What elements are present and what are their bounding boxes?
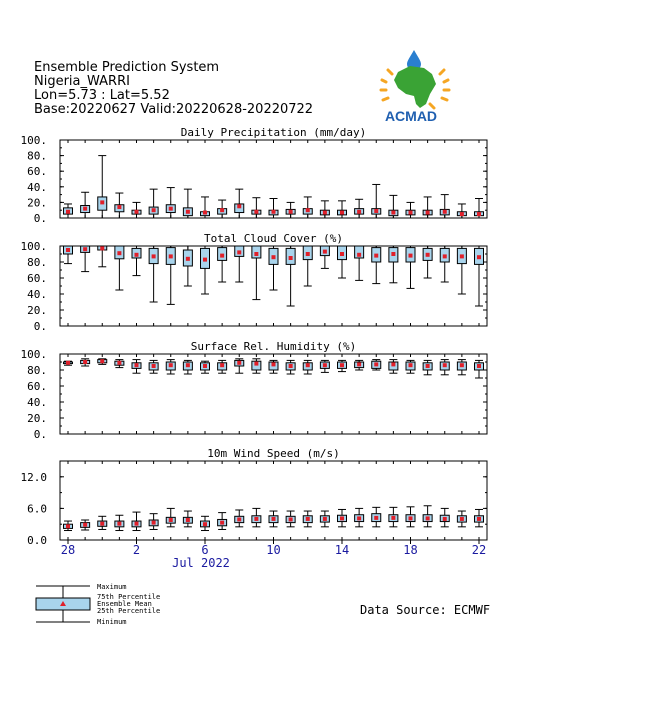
y-tick-label: 20. [27, 196, 47, 210]
legend-label-p25: 25th Percentile [97, 607, 161, 615]
mean-marker [117, 522, 121, 526]
box-day-14 [286, 511, 295, 527]
box-day-21 [406, 360, 415, 373]
box-day-14 [286, 202, 295, 218]
mean-marker [323, 250, 327, 254]
mean-marker [66, 210, 70, 214]
mean-marker [186, 257, 190, 261]
box-day-11 [235, 246, 244, 282]
box-day-25 [475, 509, 484, 526]
x-tick-label: 22 [471, 543, 487, 557]
mean-marker [426, 253, 430, 257]
mean-marker [289, 256, 293, 260]
box-day-24 [457, 246, 466, 294]
box-day-4 [115, 515, 124, 530]
box-day-11 [235, 510, 244, 527]
mean-marker [357, 253, 361, 257]
mean-marker [83, 523, 87, 527]
mean-marker [100, 200, 104, 204]
box-day-12 [252, 359, 261, 373]
y-tick-label: 60. [27, 165, 47, 179]
box-day-18 [355, 508, 364, 526]
box-day-3 [98, 156, 107, 218]
box-day-6 [149, 189, 158, 218]
mean-marker [357, 516, 361, 520]
legend-label-maximum: Maximum [97, 583, 127, 591]
acmad-logo [381, 50, 449, 124]
mean-marker [117, 361, 121, 365]
mean-marker [203, 258, 207, 262]
mean-marker [220, 254, 224, 258]
mean-marker [152, 521, 156, 525]
box-day-21 [406, 507, 415, 527]
box-day-23 [440, 246, 449, 282]
box-day-20 [389, 195, 398, 218]
box-day-18 [355, 360, 364, 370]
y-tick-label: 0. [33, 320, 47, 333]
mean-marker [460, 517, 464, 521]
logo-africa-shape [394, 66, 436, 108]
mean-marker [237, 361, 241, 365]
mean-marker [272, 517, 276, 521]
box-day-18 [355, 199, 364, 218]
y-tick-label: 100. [20, 134, 47, 147]
mean-marker [66, 361, 70, 365]
box-day-25 [475, 246, 484, 306]
box-day-25 [475, 360, 484, 378]
box-day-20 [389, 360, 398, 374]
box-day-24 [457, 511, 466, 527]
logo-text: ACMAD [384, 108, 438, 124]
mean-marker [477, 212, 481, 216]
x-tick-label: 2 [132, 543, 141, 557]
y-tick-label: 0.0 [27, 534, 47, 547]
box-day-10 [218, 200, 227, 218]
box-day-7 [166, 188, 175, 218]
mean-marker [460, 254, 464, 258]
box-day-13 [269, 360, 278, 373]
mean-marker [66, 248, 70, 252]
x-tick-label: 14 [334, 543, 350, 557]
x-tick-label: 6 [201, 543, 209, 557]
box-day-16 [320, 246, 329, 268]
box-day-1 [64, 361, 73, 365]
box-day-6 [149, 360, 158, 373]
box-day-19 [372, 246, 381, 284]
mean-marker [357, 362, 361, 366]
header-coordinates: Lon=5.73 : Lat=5.52 [34, 88, 170, 103]
box-day-21 [406, 246, 415, 288]
mean-marker [289, 517, 293, 521]
box-day-20 [389, 507, 398, 526]
box-day-17 [338, 360, 347, 371]
mean-marker [426, 364, 430, 368]
mean-marker [409, 363, 413, 367]
mean-marker [169, 518, 173, 522]
box-day-2 [81, 246, 90, 272]
mean-marker [100, 522, 104, 526]
mean-marker [323, 211, 327, 215]
mean-marker [323, 517, 327, 521]
box-day-9 [201, 197, 210, 218]
mean-marker [117, 251, 121, 255]
mean-marker [426, 211, 430, 215]
mean-marker [443, 363, 447, 367]
mean-marker [477, 517, 481, 521]
legend-label-minimum: Minimum [97, 618, 127, 626]
mean-marker [169, 363, 173, 367]
mean-marker [443, 210, 447, 214]
box-day-6 [149, 246, 158, 302]
box-day-12 [252, 246, 261, 300]
y-tick-label: 20. [27, 412, 47, 425]
legend [36, 583, 160, 626]
mean-marker [460, 212, 464, 216]
box-day-8 [183, 189, 192, 218]
header-base-valid: Base:20220627 Valid:20220628-20220722 [34, 102, 314, 117]
y-tick-label: 80. [27, 256, 47, 269]
panel-frame [60, 461, 487, 540]
mean-marker [272, 255, 276, 259]
mean-marker [374, 362, 378, 366]
mean-marker [272, 210, 276, 214]
mean-marker [323, 363, 327, 367]
mean-marker [237, 517, 241, 521]
box-day-9 [201, 361, 210, 373]
mean-marker [237, 250, 241, 254]
box-day-2 [81, 192, 90, 218]
box-day-9 [201, 246, 210, 294]
mean-marker [409, 254, 413, 258]
box-day-22 [423, 506, 432, 527]
mean-marker [443, 254, 447, 258]
box-day-8 [183, 360, 192, 374]
box-day-19 [372, 507, 381, 526]
panel-title: 10m Wind Speed (m/s) [207, 447, 340, 460]
mean-marker [254, 210, 258, 214]
box-day-24 [457, 360, 466, 375]
box-day-1 [64, 204, 73, 218]
mean-marker [477, 364, 481, 368]
mean-marker [186, 518, 190, 522]
x-tick-label: 28 [60, 543, 76, 557]
mean-marker [477, 255, 481, 259]
box-day-3 [98, 516, 107, 529]
header-location: Nigeria_WARRI [34, 74, 130, 89]
mean-marker [409, 211, 413, 215]
mean-marker [254, 517, 258, 521]
y-tick-label: 20. [27, 304, 47, 317]
box-day-5 [132, 360, 141, 374]
box-day-22 [423, 360, 432, 374]
box-day-2 [81, 520, 90, 530]
box-day-21 [406, 202, 415, 218]
box-day-10 [218, 360, 227, 373]
mean-marker [374, 254, 378, 258]
mean-marker [426, 516, 430, 520]
mean-marker [460, 363, 464, 367]
mean-marker [391, 252, 395, 256]
mean-marker [66, 524, 70, 528]
mean-marker [443, 517, 447, 521]
mean-marker [306, 517, 310, 521]
mean-marker [340, 252, 344, 256]
mean-marker [220, 521, 224, 525]
mean-marker [220, 363, 224, 367]
box-day-17 [338, 201, 347, 218]
box-day-14 [286, 360, 295, 374]
y-tick-label: 40. [27, 180, 47, 194]
mean-marker [237, 204, 241, 208]
legend-label-mean: Ensemble Mean [97, 600, 152, 608]
x-month-label: Jul 2022 [172, 556, 230, 570]
header-title: Ensemble Prediction System [34, 60, 220, 75]
box-day-4 [115, 246, 124, 290]
y-tick-label: 100. [20, 348, 47, 361]
mean-marker [306, 208, 310, 212]
box-day-10 [218, 246, 227, 282]
box-day-7 [166, 508, 175, 526]
x-axis-labels [61, 540, 486, 570]
box-day-19 [372, 184, 381, 218]
mean-marker [272, 362, 276, 366]
mean-marker [135, 522, 139, 526]
box-day-5 [132, 512, 141, 530]
box-day-2 [81, 359, 90, 366]
box-day-23 [440, 360, 449, 375]
y-tick-label: 12.0 [20, 470, 47, 484]
box-day-17 [338, 246, 347, 278]
mean-marker [340, 211, 344, 215]
box-day-15 [303, 197, 312, 218]
mean-marker [83, 360, 87, 364]
y-tick-label: 60. [27, 272, 47, 285]
mean-marker [152, 364, 156, 368]
mean-marker [391, 516, 395, 520]
mean-marker [374, 516, 378, 520]
y-tick-label: 100. [20, 240, 47, 253]
box-day-16 [320, 511, 329, 527]
y-tick-label: 40. [27, 288, 47, 301]
mean-marker [340, 516, 344, 520]
box-day-25 [475, 199, 484, 219]
y-tick-label: 80. [27, 364, 47, 377]
box-day-3 [98, 246, 107, 267]
y-tick-label: 80. [27, 149, 47, 163]
mean-marker [203, 522, 207, 526]
mean-marker [83, 247, 87, 251]
mean-marker [391, 211, 395, 215]
box-day-5 [132, 246, 141, 276]
mean-marker [169, 207, 173, 211]
y-tick-label: 6.0 [27, 502, 47, 516]
box-day-9 [201, 516, 210, 530]
mean-marker [186, 210, 190, 214]
box-day-7 [166, 360, 175, 374]
y-tick-label: 60. [27, 380, 47, 393]
mean-marker [306, 252, 310, 256]
mean-marker [391, 362, 395, 366]
y-tick-label: 40. [27, 396, 47, 409]
box-day-15 [303, 246, 312, 286]
data-source-label: Data Source: ECMWF [360, 603, 491, 617]
box-day-11 [235, 359, 244, 373]
box-day-16 [320, 201, 329, 218]
panel-1 [21, 126, 488, 225]
panel-2 [21, 232, 488, 333]
y-tick-label: 0. [33, 212, 47, 225]
box-day-12 [252, 508, 261, 526]
y-tick-label: 0. [33, 428, 47, 441]
mean-marker [83, 207, 87, 211]
mean-marker [169, 254, 173, 258]
mean-marker [100, 246, 104, 250]
box-day-11 [235, 189, 244, 218]
box-day-5 [132, 202, 141, 218]
legend-label-p75: 75th Percentile [97, 593, 161, 601]
box-day-18 [355, 246, 364, 280]
box-day-4 [115, 360, 124, 368]
box-day-7 [166, 246, 175, 304]
mean-marker [135, 253, 139, 257]
mean-marker [152, 254, 156, 258]
mean-marker [306, 363, 310, 367]
box-day-15 [303, 511, 312, 527]
mean-marker [203, 211, 207, 215]
mean-marker [254, 362, 258, 366]
box-day-23 [440, 195, 449, 218]
mean-marker [254, 252, 258, 256]
box-day-8 [183, 246, 192, 286]
box-day-20 [389, 246, 398, 283]
mean-marker [135, 363, 139, 367]
mean-marker [409, 516, 413, 520]
box-day-19 [372, 360, 381, 370]
x-tick-label: 10 [266, 543, 281, 557]
box-day-17 [338, 509, 347, 526]
mean-marker [100, 359, 104, 363]
box-day-13 [269, 246, 278, 290]
panel-title: Daily Precipitation (mm/day) [180, 126, 367, 139]
box-day-22 [423, 197, 432, 218]
x-tick-label: 18 [403, 543, 418, 557]
mean-marker [357, 210, 361, 214]
mean-marker [374, 209, 378, 213]
box-day-13 [269, 511, 278, 527]
box-day-22 [423, 246, 432, 278]
box-day-16 [320, 360, 329, 372]
mean-marker [186, 363, 190, 367]
mean-marker [289, 210, 293, 214]
box-day-24 [457, 204, 466, 218]
mean-marker [220, 208, 224, 212]
box-day-8 [183, 511, 192, 527]
box-day-23 [440, 508, 449, 526]
mean-marker [117, 205, 121, 209]
mean-marker [135, 210, 139, 214]
box-day-13 [269, 199, 278, 219]
box-day-15 [303, 360, 312, 374]
box-day-10 [218, 513, 227, 530]
box-day-4 [115, 193, 124, 218]
box-day-6 [149, 514, 158, 530]
panel-4 [21, 447, 488, 547]
box-day-14 [286, 246, 295, 306]
panel-3 [21, 340, 488, 441]
mean-marker [340, 363, 344, 367]
box-day-1 [64, 521, 73, 530]
mean-marker [152, 208, 156, 212]
panel-title: Surface Rel. Humidity (%) [190, 340, 357, 353]
box-day-3 [98, 359, 107, 365]
box-day-12 [252, 198, 261, 218]
mean-marker [203, 364, 207, 368]
mean-marker [289, 364, 293, 368]
box-day-1 [64, 246, 73, 264]
panel-title: Total Cloud Cover (%) [203, 232, 344, 245]
